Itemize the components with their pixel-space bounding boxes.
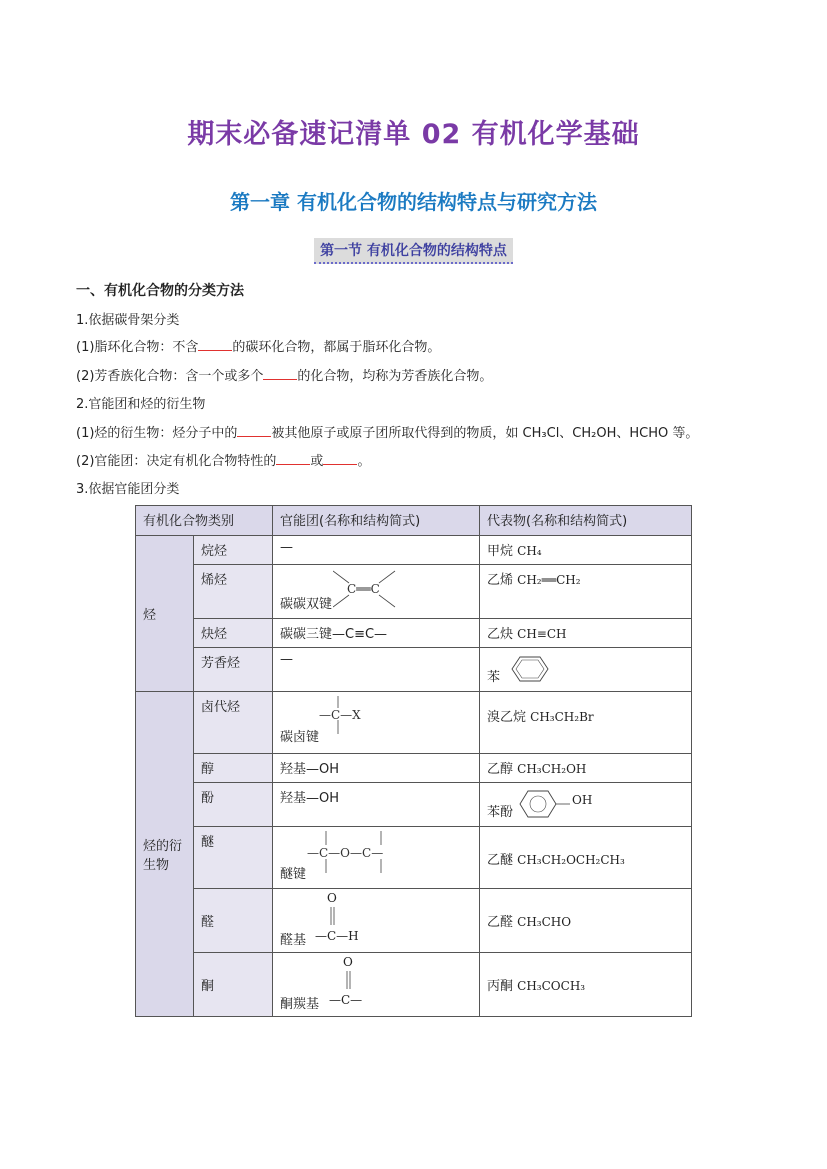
item-1-1 (76, 336, 440, 355)
header-functional-group: 官能团(名称和结构简式) (273, 506, 480, 536)
fg-name: 酮羰基 (280, 997, 320, 1012)
fg-cell: 碳碳三键—C≡C— (273, 619, 480, 648)
rep-formula: CH₄ (517, 544, 542, 558)
blank-3[interactable] (237, 424, 271, 437)
class-cell (194, 889, 273, 953)
fg-cell: 羟基—OH (273, 783, 480, 827)
text: (1)烃的衍生物：烃分子中的 (76, 426, 238, 441)
item-2-1 (76, 422, 698, 441)
rep-cell (480, 827, 692, 889)
item-3: 3.依据官能团分类 (76, 482, 180, 497)
rep-cell (480, 889, 692, 953)
fg-cell (273, 692, 480, 754)
rep-name: 乙烯 (487, 573, 514, 588)
fg-cell (273, 565, 480, 619)
rep-formula: CH₃CH₂Br (530, 710, 594, 724)
rep-name: 甲烷 (487, 544, 514, 559)
rep-cell (480, 648, 692, 692)
text: 或 (310, 454, 324, 469)
item-2: 2.官能团和烃的衍生物 (76, 397, 206, 412)
class-cell: 芳香烃 (194, 648, 273, 692)
rep-cell (480, 953, 692, 1017)
ketone-o: O (343, 955, 353, 969)
halide-struct-text: —C—X (319, 708, 361, 722)
text: (2)官能团：决定有机化合物特性的 (76, 454, 277, 469)
rep-name: 丙酮 (487, 979, 514, 994)
ether-structure-icon (299, 829, 409, 885)
class-label: 酮 (201, 979, 215, 994)
group-derivative-line1: 烃的衍 (143, 839, 183, 854)
rep-name: 乙醚 (487, 853, 514, 868)
rep-formula: CH₃CH₂OCH₂CH₃ (517, 853, 625, 867)
rep-formula: CH₂══CH₂ (517, 573, 581, 587)
rep-name: 苯酚 (487, 805, 514, 820)
class-cell (194, 953, 273, 1017)
class-cell: 卤代烃 (194, 692, 273, 754)
header-class: 有机化合物类别 (136, 506, 273, 536)
aldehyde-ch: —C—H (315, 929, 359, 943)
rep-formula: CH₃CHO (517, 915, 572, 929)
rep-cell (480, 619, 692, 648)
group-hydrocarbon: 烃 (136, 536, 194, 692)
class-cell: 酚 (194, 783, 273, 827)
halide-structure-icon (313, 694, 393, 750)
text: (2)芳香族化合物：含一个或多个 (76, 369, 264, 384)
heading-classification: 一、有机化合物的分类方法 (76, 283, 244, 299)
text: (1)脂环化合物：不含 (76, 340, 199, 355)
fg-cell (273, 953, 480, 1017)
classification-table (135, 505, 692, 1017)
blank-5[interactable] (323, 452, 357, 465)
rep-name: 苯 (487, 670, 501, 685)
item-1-2 (76, 365, 492, 384)
class-cell: 烯烃 (194, 565, 273, 619)
class-cell: 醚 (194, 827, 273, 889)
class-label: 醛 (201, 915, 215, 930)
ether-struct-text: —C—O—C— (307, 846, 384, 860)
alkene-struct-text: C══C (347, 582, 380, 596)
group-derivative-line2: 生物 (143, 858, 170, 873)
phenol-ring-icon (516, 787, 572, 821)
rep-name: 乙醛 (487, 915, 514, 930)
rep-formula: CH₃COCH₃ (517, 979, 586, 993)
fg-cell: — (273, 536, 480, 565)
rep-formula: CH₃CH₂OH (517, 762, 587, 776)
group-derivative (136, 692, 194, 1017)
blank-4[interactable] (276, 452, 310, 465)
class-cell: 醇 (194, 754, 273, 783)
rep-cell (480, 783, 692, 827)
blank-1[interactable] (198, 338, 232, 351)
double-bond-icon (328, 907, 338, 927)
fg-name: 碳碳双键 (280, 597, 333, 612)
text: 的化合物，均称为芳香族化合物。 (297, 369, 493, 384)
rep-cell (480, 754, 692, 783)
item-1: 1.依据碳骨架分类 (76, 313, 180, 328)
rep-cell (480, 536, 692, 565)
fg-name: 醚键 (280, 867, 307, 882)
fg-name: 醛基 (280, 933, 307, 948)
section-title: 第一节 有机化合物的结构特点 (314, 238, 513, 264)
aldehyde-o: O (327, 891, 337, 905)
chapter-title: 第一章 有机化合物的结构特点与研究方法 (230, 190, 597, 214)
fg-cell (273, 827, 480, 889)
class-cell: 炔烃 (194, 619, 273, 648)
header-representative: 代表物(名称和结构简式) (480, 506, 692, 536)
fg-cell: 羟基—OH (273, 754, 480, 783)
class-cell: 烷烃 (194, 536, 273, 565)
fg-name: 碳卤键 (280, 730, 320, 745)
rep-formula: CH≡CH (517, 627, 567, 641)
fg-cell: — (273, 648, 480, 692)
rep-formula: OH (572, 793, 593, 807)
rep-name: 乙醇 (487, 762, 514, 777)
ketone-c: —C— (329, 993, 363, 1007)
text: 的碳环化合物，都属于脂环化合物。 (232, 340, 441, 355)
page-title: 期末必备速记清单 02 有机化学基础 (187, 119, 640, 150)
item-2-2 (76, 450, 370, 469)
rep-cell (480, 565, 692, 619)
benzene-ring-icon (504, 654, 554, 684)
double-bond-icon (344, 971, 354, 991)
rep-name: 乙炔 (487, 627, 514, 642)
rep-name: 溴乙烷 (487, 710, 527, 725)
fg-cell (273, 889, 480, 953)
text: 被其他原子或原子团所取代得到的物质，如 CH₃Cl、CH₂OH、HCHO 等。 (271, 426, 699, 441)
alkene-structure-icon (333, 569, 453, 613)
text: 。 (357, 454, 371, 469)
rep-cell (480, 692, 692, 754)
blank-2[interactable] (263, 367, 297, 380)
